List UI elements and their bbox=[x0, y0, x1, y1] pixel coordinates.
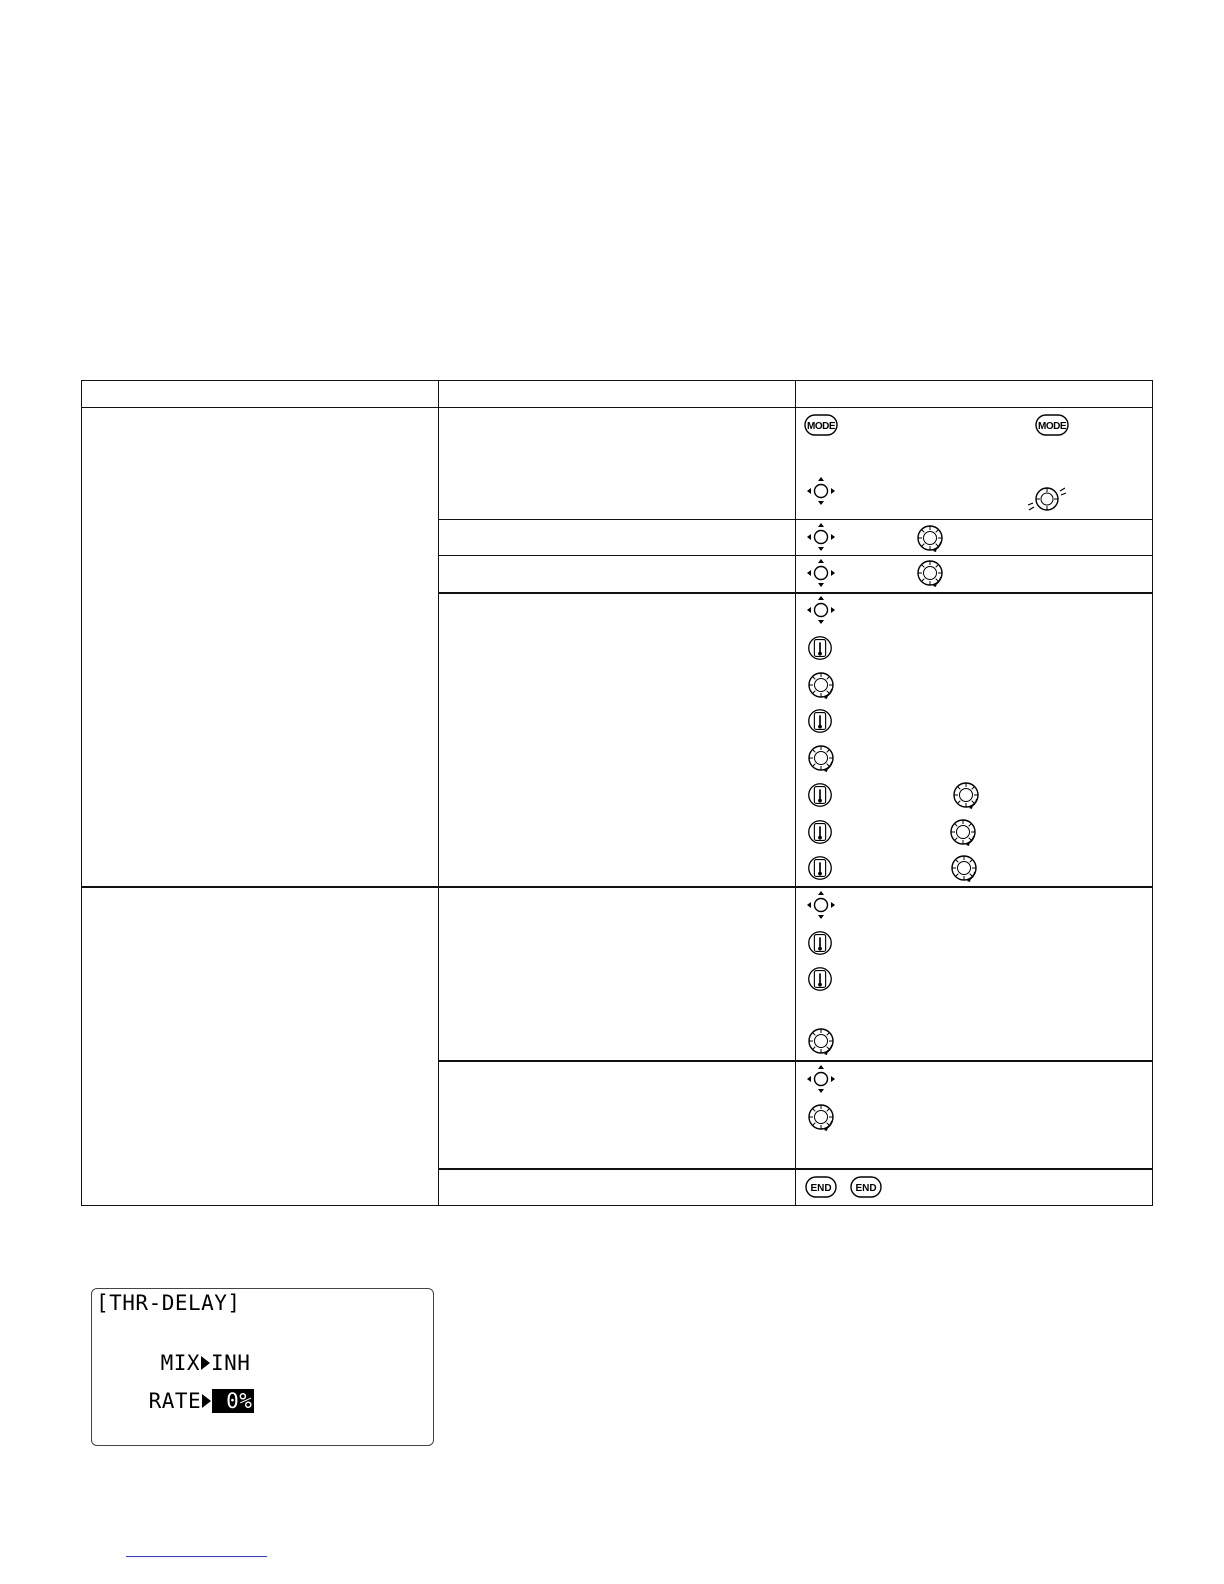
lcd-rate-value: 0% bbox=[212, 1389, 254, 1413]
switch-icon bbox=[805, 853, 835, 883]
svg-text:END: END bbox=[855, 1183, 877, 1194]
switch-icon bbox=[805, 633, 835, 663]
dial-icon bbox=[805, 1025, 837, 1057]
dial-icon bbox=[805, 669, 837, 701]
switch-icon bbox=[805, 928, 835, 958]
dial-icon bbox=[948, 852, 980, 884]
svg-text:MODE: MODE bbox=[1038, 421, 1066, 432]
lcd-screen bbox=[91, 1288, 434, 1446]
mode-key-icon bbox=[1035, 414, 1069, 436]
jog-key-icon bbox=[805, 594, 837, 626]
row-divider bbox=[438, 592, 1153, 594]
dial-icon bbox=[950, 779, 982, 811]
switch-icon bbox=[805, 706, 835, 736]
row-divider bbox=[438, 519, 1153, 520]
svg-text:END: END bbox=[810, 1183, 832, 1194]
dial-icon bbox=[914, 557, 946, 589]
dial-icon bbox=[805, 1101, 837, 1133]
footer-link-underline bbox=[126, 1556, 267, 1557]
mode-key-icon bbox=[804, 414, 838, 436]
row-divider bbox=[438, 1168, 1153, 1170]
lcd-title: [THR-DELAY] bbox=[96, 1291, 241, 1315]
svg-text:MODE: MODE bbox=[807, 421, 835, 432]
jog-key-icon bbox=[805, 521, 837, 553]
jog-key-icon bbox=[805, 475, 837, 507]
switch-icon bbox=[805, 817, 835, 847]
lcd-mix-label: MIX bbox=[160, 1351, 201, 1375]
arrow-right-icon bbox=[202, 1394, 211, 1408]
switch-icon bbox=[805, 780, 835, 810]
lcd-rate-row bbox=[96, 1365, 254, 1437]
jog-key-icon bbox=[805, 1063, 837, 1095]
end-key-icon bbox=[850, 1176, 882, 1198]
section-divider bbox=[81, 886, 1153, 888]
switch-icon bbox=[805, 964, 835, 994]
row-divider bbox=[438, 555, 1153, 556]
dial-icon bbox=[805, 742, 837, 774]
header-divider bbox=[81, 407, 1153, 408]
lcd-mix-value: INH bbox=[211, 1351, 251, 1375]
table-border-bottom bbox=[81, 1205, 1153, 1206]
row-divider bbox=[438, 1060, 1153, 1062]
dial-icon bbox=[947, 816, 979, 848]
column-divider-1 bbox=[438, 380, 439, 1206]
jog-key-icon bbox=[805, 889, 837, 921]
column-divider-2 bbox=[795, 380, 796, 1206]
table-border-left bbox=[81, 380, 82, 1206]
table-border-top bbox=[81, 380, 1153, 381]
dial-press-icon bbox=[1027, 483, 1067, 515]
jog-key-icon bbox=[805, 557, 837, 589]
lcd-rate-label: RATE bbox=[148, 1389, 202, 1413]
table-border-right bbox=[1152, 380, 1153, 1206]
dial-icon bbox=[914, 522, 946, 554]
end-key-icon bbox=[805, 1176, 837, 1198]
